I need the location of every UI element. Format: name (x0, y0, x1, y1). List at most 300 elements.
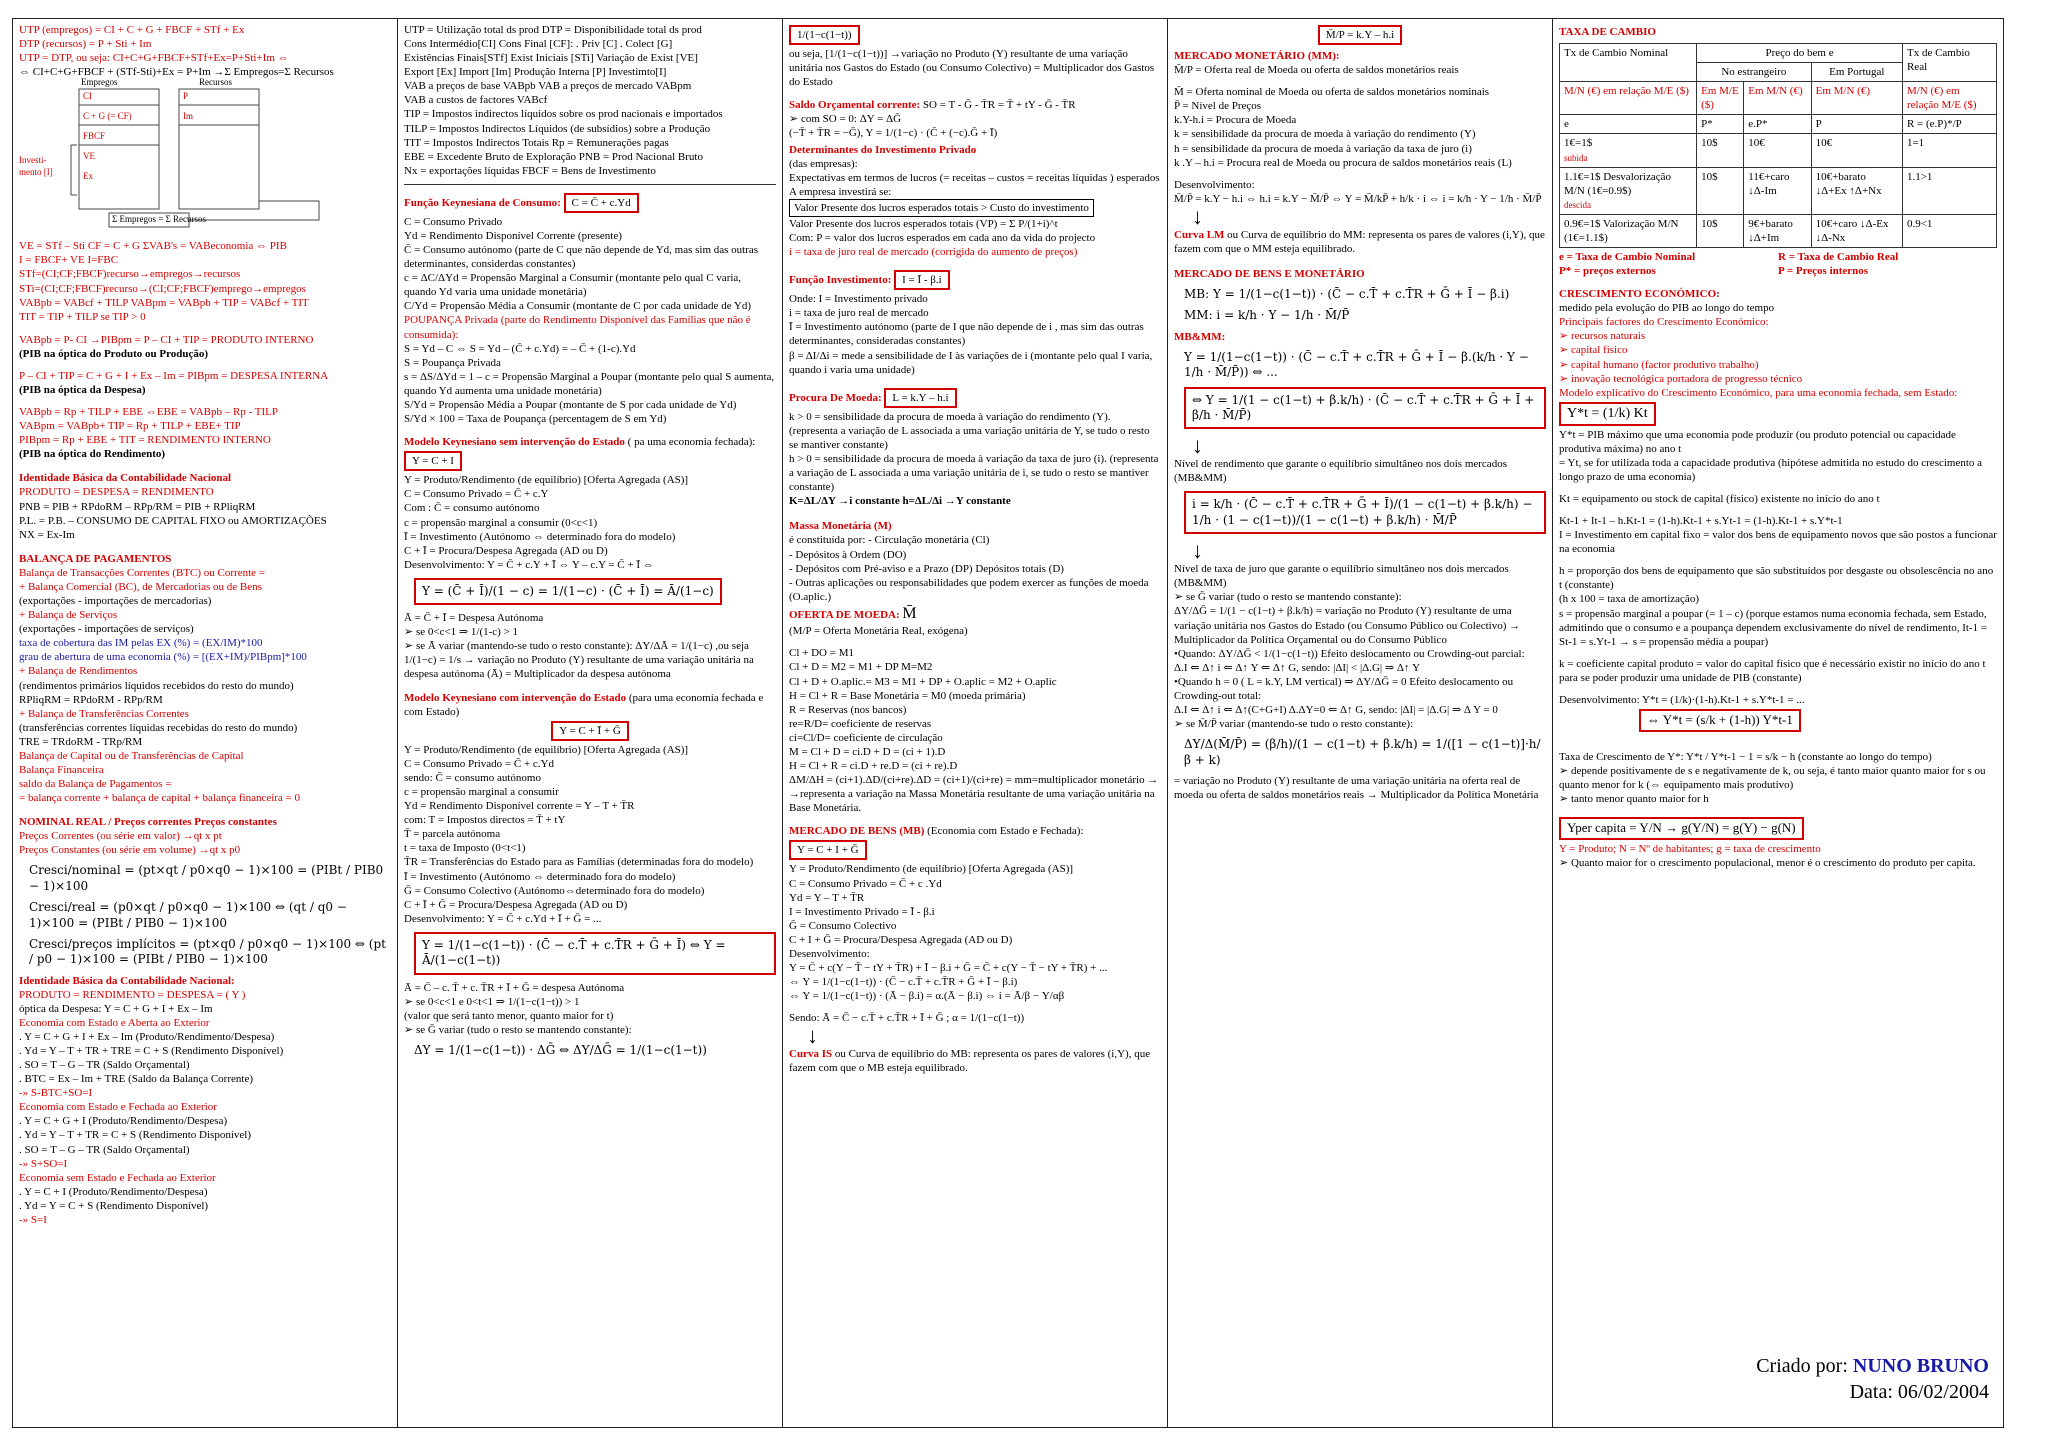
text-line: RPliqRM = RPdoRM - RPp/RM (19, 693, 163, 706)
text-line: (das empresas): (789, 157, 858, 170)
growth-title: CRESCIMENTO ECONÓMICO: (1559, 288, 1720, 301)
table-cell: 10€+caro ↓Δ-Ex ↓Δ-Nx (1811, 214, 1902, 247)
text-line: Kt = equipamento ou stock de capital (físico) existente no início do ano t (1559, 493, 1880, 506)
money-market-equilibrium-box: M̄/P = k.Y – h.i (1318, 25, 1402, 45)
text-line: Nível de taxa de juro que garante o equilíbrio simultâneo nos dois mercados (MB&MM) (1174, 563, 1509, 590)
text-line (1559, 506, 1997, 514)
text-line: NOMINAL REAL / Preços correntes Preços constantes (19, 816, 277, 829)
text-line: Cl + D + O.aplic.= M3 = M1 + DP + O.aplic = M2 + O.aplic (789, 675, 1057, 688)
text-line: UTP (empregos) = CI + C + G + FBCF + STf + Ex (19, 24, 245, 36)
text-line: Valor Presente dos lucros esperados totais (VP) = Σ P/(1+i)^t (789, 217, 1058, 230)
diagram-right-header: Recursos (199, 77, 232, 88)
text-line: ⇔ Y = 1/(1−c(1−t)) · (C̄ − c.T̄ + c.T̄R + Ḡ + Ī − β.i) (789, 976, 1018, 989)
text-line: Com : C̄ = consumo autónomo (404, 502, 540, 515)
text-line: = Yt, se for utilizada toda a capacidade produtiva (hipótese admitida no estudo do crescimento a longo prazo de uma economia) (1559, 456, 1983, 483)
mbmm-equation-2: ⇔ Y = 1/(1 − c(1−t) + β.k/h) · (C̄ − c.T̄ + c.T̄R + Ḡ + Ī + β/h · M̄/P̄) (1184, 387, 1546, 430)
table-cell: e.P* (1744, 115, 1811, 134)
col2-glossary (404, 23, 776, 178)
text-line: M̄ = Oferta nominal de Moeda ou oferta de saldos monetários nominais (1174, 86, 1490, 99)
text-line: EBE = Excedente Bruto de Exploração PNB = Prod Nacional Bruto (404, 150, 703, 163)
exchange-legend (1559, 250, 1997, 278)
table-cell: 10$ (1697, 167, 1744, 214)
text-line: (transferências correntes líquidas recebidas do resto do mundo) (19, 721, 298, 734)
text-line: Existências Finais[STf] Exist Iniciais [STi] Variação de Exist [VE] (404, 52, 698, 65)
text-line: UTP = Utilização total ds prod DTP = Disponibilidade total ds prod (404, 24, 702, 36)
text-line: taxa de cobertura das IM pelas EX (%) = (EX/IM)*100 (19, 637, 263, 650)
text-line: VABpb = Rp + TILP + EBE ⇔EBE = VABpb – Rp - TILP (19, 406, 278, 419)
text-line: Ā = C̄ + Ī = Despesa Autónoma (404, 612, 544, 625)
model-state-subtitle: (para uma economia fechada e com Estado) (404, 691, 764, 718)
lm-curve-text: ou Curva de equilíbrio do MM: representa os pares de valores (i,Y), que fazem com que o MM esteja equilibrado. (1174, 228, 1545, 255)
text-line: Desenvolvimento: Y*t = (1/k)·(1-h).Kt-1 + s.Y*t-1 = ... (1559, 693, 1805, 706)
money-demand-line (789, 386, 1161, 410)
mbmm-title: MB&MM: (1174, 330, 1226, 343)
text-line: Desenvolvimento: (789, 947, 870, 960)
goods-market-box: Y = C + I + Ḡ (789, 840, 867, 860)
text-line: Taxa de Crescimento de Y*: Y*t / Y*t-1 − 1 = s/k − h (constante ao longo do tempo) (1559, 750, 1932, 763)
text-line: ci=Cl/D= coeficiente de circulação (789, 731, 943, 744)
text-line: Δ.I ⇐ Δ↑ i ⇐ Δ↑ Y ⇐ Δ↑ G, sendo: |ΔI| < |Δ.G| ⇒ Δ↑ Y (1174, 661, 1421, 674)
text-line: Expectativas em termos de lucros (= receitas – custos = receitas líquidas ) esperados (789, 171, 1160, 184)
text-line: Ḡ = Consumo Colectivo (Autónomo⇔determinado fora do modelo) (404, 884, 705, 897)
text-line: ⇔ CI+C+G+FBCF + (STf-Sti)+Ex = P+Im →Σ Empregos=Σ Recursos (19, 66, 334, 79)
table-cell: 10$ (1697, 214, 1744, 247)
text-line: TIP = Impostos indirectos líquidos sobre os prod nacionais e importados (404, 108, 723, 121)
text-line: Identidade Básica da Contabilidade Nacional: (19, 974, 235, 987)
text-line: . BTC = Ex – Im + TRE (Saldo da Balança Corrente) (19, 1073, 253, 1086)
text-line: S/Yd × 100 = Taxa de Poupança (percentagem de S em Yd) (404, 413, 667, 426)
text-line: VABpb = VABcf + TILP VABpm = VABpb + TIP = VABcf + TIT (19, 296, 309, 309)
diagram-left-row: FBCF (83, 131, 106, 142)
col4-income-level (1174, 457, 1546, 485)
text-line: óptica da Despesa: Y = C + G + I + Ex – Im (19, 1002, 213, 1015)
text-line: 1/(1−c) = 1/s → variação no Produto (Y) resultante de uma variação unitária na despesa autónoma (Ā) = Multiplicador da despesa autónoma (404, 654, 754, 681)
text-line (1559, 649, 1997, 657)
text-line: T̄ = parcela autónoma (404, 828, 501, 841)
text-line: Export [Ex] Import [Im] Produção Interna [P] Investimto[I] (404, 66, 667, 79)
text-line: = balança corrente + balança de capital + balança financeira = 0 (19, 792, 301, 805)
text-line: UTP = DTP, ou seja: CI+C+G+FBCF+STf+Ex=P+Sti+Im ⇔ (19, 52, 289, 65)
table-header-cell: Tx de Cambio Nominal (1560, 44, 1697, 82)
utp-dtp-diagram (19, 77, 391, 233)
col5-per-capita (1559, 842, 1997, 870)
col3-goods-market (789, 862, 1161, 1025)
text-line: Economia sem Estado e Fechada ao Exterior (19, 1171, 216, 1184)
table-header-cell: No estrangeiro (1697, 63, 1812, 82)
exchange-rate-title: TAXA DE CAMBIO (1559, 26, 1656, 38)
text-line: A empresa investirá se: (789, 185, 892, 198)
text-line: Nível de rendimento que garante o equilíbrio simultâneo nos dois mercados (MB&MM) (1174, 458, 1507, 485)
text-line: s = ΔS/ΔYd = 1 – c = Propensão Marginal a Poupar (montante pelo qual S aumenta, quando Yd aumenta uma unidade monetária) (404, 370, 775, 397)
down-arrow-icon: ↓ (1192, 538, 1203, 564)
column-1 (13, 19, 398, 1427)
col3-money-demand (789, 410, 1161, 509)
text-line: ➢ se Ḡ variar (tudo o resto se mantendo constante): (404, 1023, 632, 1036)
col4-crowding (1174, 562, 1546, 731)
text-line: S/Yd = Propensão Média a Poupar (montante de S por cada unidade de Yd) (404, 398, 737, 411)
text-line: Yd = Y – T + T̄R (789, 891, 865, 904)
author-name: NUNO BRUNO (1852, 1355, 1989, 1377)
text-line: . SO = T – G – TR (Saldo Orçamental) (19, 1059, 190, 1072)
text-line: H = Cl + R = Base Monetária = M0 (moeda primária) (789, 689, 1026, 702)
text-line: Economia com Estado e Fechada ao Exterior (19, 1101, 217, 1114)
col3-intro (789, 47, 1161, 89)
text-line: = variação no Produto (Y) resultante de uma variação unitária na oferta real de moeda ou oferta de saldos monetários reais → Multiplicador da Política Monetária (1174, 774, 1539, 801)
text-line: Desenvolvimento: (1174, 178, 1255, 191)
table-cell: M/N (€) em relação M/E ($) (1902, 82, 1996, 115)
text-line: ΔY/ΔḠ = 1/(1 − c(1−t) + β.k/h) = variação no Produto (Y) resultante de uma variação unitária nos Gastos do Estado (ou Consumo Público ou Colectivo) → Multiplicador da Política Orçamental ou do Consumo Público (1174, 605, 1521, 646)
text-line: saldo da Balança de Pagamentos = (19, 778, 172, 791)
legend-item: P = Preços internos (1778, 265, 1869, 278)
text-line: Ī = Investimento autónomo (parte de I que não depende de i , mas sim das outras determinantes, consideradas constantes) (789, 321, 1144, 348)
text-line: Cons Intermédio[CI] Cons Final [CF]: . Priv [C] . Colect [G] (404, 38, 673, 51)
budget-balance-equation: SO = T - Ḡ - T̄R = T̄ + tY - Ḡ - T̄R (922, 99, 1076, 112)
investment-function-line (789, 268, 1161, 292)
text-line (1174, 77, 1546, 85)
text-line: TIT = Impostos Indirectos Totais Rp = Remunerações pagas (404, 136, 669, 149)
text-line: TRE = TRdoRM - TRp/RM (19, 735, 143, 748)
col1-intro (19, 23, 391, 79)
diagram-bottom-label: Σ Empregos = Σ Recursos (112, 214, 207, 225)
text-line: - Depósitos com Pré-aviso e a Prazo (DP) Depósitos totais (D) (789, 562, 1064, 575)
text-line: Onde: I = Investimento privado (789, 293, 928, 306)
text-line: ou seja, [1/(1−c(1−t))] →variação no Produto (Y) resultante de uma variação unitária nos Gastos do Estado (ou Consumo Colectivo) = Multiplicador dos Gastos do Estado (789, 48, 1155, 89)
is-curve-title: Curva IS (789, 1048, 833, 1061)
text-line: I = Investimento Privado = Ī - β.i (789, 905, 935, 918)
text-line: NX = Ex-Im (19, 528, 75, 541)
text-line: -» S+SO=I (19, 1157, 68, 1170)
text-line: k = sensibilidade da procura de moeda à variação do rendimento (Y) (1174, 128, 1476, 141)
diagram-left-header: Empregos (81, 77, 118, 88)
text-line: P – CI + TIP = C + G + I + Ex – Im = PIBpm = DESPESA INTERNA (19, 369, 329, 382)
text-line: Yd = Rendimento Disponível corrente = Y – T + T̄R (404, 800, 635, 813)
text-line: t = taxa de Imposto (0<t<1) (404, 842, 526, 855)
text-line: Δ.I ⇐ Δ↑ i ⇐ Δ↑(C+G+I) Δ.ΔY=0 ⇐ Δ↑ G, sendo: |ΔI| = |Δ.G| ⇒ Δ Y = 0 (1174, 703, 1498, 716)
table-cell: 9€+barato ↓Δ+Im (1744, 214, 1811, 247)
text-line: C = Consumo Privado (404, 215, 503, 228)
text-line: (PIB na óptica do Rendimento) (19, 448, 166, 461)
text-line: ➢ tanto menor quanto maior for h (1559, 792, 1709, 805)
table-cell: 1.1>1 (1902, 167, 1996, 214)
text-line: c = propensão marginal a consumir (404, 786, 559, 799)
col4-monetary (1174, 774, 1546, 802)
credit-label: Criado por: (1756, 1355, 1853, 1377)
text-line: (rendimentos primários líquidos recebidos do resto do mundo) (19, 679, 294, 692)
col3-investment (789, 292, 1161, 376)
legend-item: P* = preços externos (1559, 265, 1656, 278)
diagram-right-row: P (183, 91, 189, 102)
investment-determinants-title: Determinantes do Investimento Privado (789, 143, 977, 156)
text-line: BALANÇA DE PAGAMENTOS (19, 552, 172, 565)
model-no-state-title: Modelo Keynesiano sem intervenção do Estado (404, 436, 625, 449)
text-line: K=ΔL/ΔY →i constante h=ΔL/Δi →Y constante (789, 495, 1011, 508)
text-line: é constituída por: - Circulação monetária (Cl) (789, 534, 990, 547)
table-cell: 10€ (1744, 134, 1811, 167)
col3-pv (789, 217, 1161, 259)
text-line: (valor que será tanto menor, quanto maior for t) (404, 1009, 614, 1022)
table-cell: e (1560, 115, 1697, 134)
model-no-state-equation: Y = (C̄ + Ī)/(1 − c) = 1/(1−c) · (C̄ + Ī) = Ā/(1−c) (414, 578, 722, 605)
growth-prices-formula: Cresci/preços implícitos = (pt×q0 / p0×q0 − 1)×100 ⇔ (pt / p0 − 1)×100 = (PIBt / PIB0 − 1)×100 (29, 936, 386, 967)
text-line: C + I + Ḡ = Procura/Despesa Agregada (AD ou D) (789, 933, 1013, 946)
text-line: Ḡ = Consumo Colectivo (789, 919, 897, 932)
text-line: Preços Correntes (ou série em valor) →qt x pt (19, 830, 222, 843)
text-line (19, 461, 391, 469)
table-cell: 0.9<1 (1902, 214, 1996, 247)
model-no-state-subtitle: ( pa uma economia fechada): (627, 436, 756, 449)
text-line: (−T̄ + T̄R = −Ḡ), Y = 1/(1−c) · (C̄ + (−c).Ḡ + Ī) (789, 127, 998, 140)
col3-budget (789, 112, 1161, 140)
text-line: ➢ inovação tecnológica portadora de progresso técnico (1559, 372, 1803, 385)
text-line: + Balança de Rendimentos (19, 665, 138, 678)
text-line: ➢ capital físico (1559, 344, 1628, 357)
text-line: Ā = C̄ – c. T̄ + c. T̄R + Ī + Ḡ = despesa Autónoma (404, 981, 625, 994)
table-cell: 10$ (1697, 134, 1744, 167)
text-line: k = coeficiente capital produto = valor do capital físico que é necessário existir no início do ano t para se poder produzir uma unidade de PIB (constante) (1559, 657, 1986, 684)
text-line: C + Ī = Procura/Despesa Agregada (AD ou D) (404, 544, 608, 557)
text-line: ➢ se Ḡ variar (tudo o resto se mantendo constante): (1174, 591, 1402, 604)
text-line: P.L. = P.B. – CONSUMO DE CAPITAL FIXO ou AMORTIZAÇÕES (19, 514, 327, 527)
text-line: + Balança de Serviços (19, 609, 118, 622)
text-line: k .Y – h.i = Procura real de Moeda ou procura de saldos monetários reais (L) (1174, 156, 1512, 169)
text-line: Desenvolvimento: Y = C̄ + c.Yd + Ī + Ḡ = ... (404, 912, 602, 925)
text-line: . Y = C + I (Produto/Rendimento/Despesa) (19, 1185, 208, 1198)
col3-determinants (789, 157, 1161, 199)
text-line (19, 397, 391, 405)
keynes-consumption-box: C = C̄ + c.Yd (564, 193, 639, 213)
y-equals-c-plus-i-box: Y = C + I (404, 451, 462, 471)
budget-balance-title: Saldo Orçamental corrente: (789, 99, 921, 112)
text-line: c = ΔC/ΔYd = Propensão Marginal a Consumir (montante pelo qual C varia, quando Yd varia uma unidade monetária) (404, 272, 742, 299)
text-line: ➢ se M̄/P̄ variar (mantendo-se tudo o resto constante): (1174, 718, 1414, 731)
diagram-left-row: C + G (= CF) (83, 111, 132, 122)
text-line: Ī = Investimento (Autónomo ⇔ determinado fora do modelo) (404, 530, 676, 543)
text-line: Y*t = PIB máximo que uma economia pode produzir (ou produto potencial ou capacidade produtiva máxima) no ano t (1559, 428, 1956, 455)
text-line (1559, 484, 1997, 492)
growth-nominal-formula: Cresci/nominal = (pt×qt / p0×q0 − 1)×100 = (PIBt / PIB0 − 1)×100 (29, 863, 384, 893)
row-note: descida (1564, 199, 1591, 210)
money-offer-line (789, 604, 1161, 624)
text-line: k > 0 = sensibilidade da procura de moeda à variação do rendimento (Y). (representa a variação de L associada a uma variação unitária de Y, se tudo o resto se mantiver constante) (789, 410, 1150, 451)
text-line: com: T = Impostos directos = T̄ + tY (404, 814, 566, 827)
text-line: P̄ = Nível de Preços (1174, 100, 1262, 113)
text-line: ➢ Quanto maior for o crescimento populacional, menor é o crescimento do produto per capita. (1559, 856, 1976, 869)
table-header-cell: Preço do bem e (1697, 44, 1903, 63)
potential-output-box: Y*t = (1/k) Kt (1559, 402, 1656, 426)
text-line: ⇔ Y = 1/(1−c(1−t)) · (Ā − β.i) = α.(Ā − β.i) ⇔ i = Ā/β − Y/αβ (789, 990, 1065, 1003)
table-cell: Em M/N (€) (1811, 82, 1902, 115)
text-line: Yd = Rendimento Disponível Corrente (presente) (404, 230, 622, 243)
text-line: -» S=I (19, 1213, 47, 1226)
text-line: STi=(CI;CF;FBCF)recurso→(CI;CF;FBCF)emprego→empregos (19, 282, 306, 295)
text-line: (exportações - importações de mercadorias) (19, 595, 212, 608)
text-line: I = Investimento em capital fixo = valor dos bens de equipamento novos que são postos a funcionar na economia (1559, 529, 1997, 556)
text-line: ➢ capital humano (factor produtivo trabalho) (1559, 358, 1759, 371)
col2-model-no-state (404, 473, 776, 572)
text-line (1174, 170, 1546, 178)
money-demand-box: L = k.Y – h.i (884, 388, 956, 408)
down-arrow-icon: ↓ (1192, 203, 1203, 229)
legend-item: R = Taxa de Cambio Real (1778, 251, 1899, 264)
mm-equation: MM: i = k/h · Y − 1/h · M̄/P̄ (1184, 308, 1350, 323)
text-line: (PIB na óptica da Despesa) (19, 384, 146, 397)
text-line: Y = Produto/Rendimento (de equilíbrio) [Oferta Agregada (AS)] (404, 743, 689, 756)
text-line: i = taxa de juro real de mercado (corrigida do aumento de preços) (789, 246, 1078, 259)
text-line: •Quando: ΔY/ΔḠ < 1/(1−c(1−t)) Efeito deslocamento ou Crowding-out parcial: (1174, 647, 1525, 660)
multiplier-box: 1/(1−c(1−t)) (789, 25, 860, 45)
table-cell: M/N (€) em relação M/E ($) (1560, 82, 1697, 115)
money-demand-title: Procura De Moeda: (789, 391, 882, 404)
col5-growth (1559, 301, 1997, 400)
down-arrow-icon: ↓ (807, 1023, 818, 1049)
table-row (1560, 167, 1997, 214)
col1-identity (19, 974, 391, 1227)
text-line: TIT = TIP + TILP se TIP > 0 (19, 310, 146, 323)
text-line: C̄ = Consumo autónomo (parte de C que não depende de Yd, mas sim das outras determinantes, considerdas constantes) (404, 244, 759, 271)
text-line: k.Y-h.i = Procura de Moeda (1174, 114, 1297, 127)
lm-curve-line (1174, 228, 1546, 256)
diagram-side-label: Investi-mento [I] (19, 155, 53, 177)
table-cell (1560, 167, 1697, 214)
col1-vab (19, 239, 391, 323)
text-line: (M/P = Oferta Monetária Real, exógena) (789, 625, 968, 638)
text-line: I = FBCF+ VE I=FBC (19, 254, 119, 267)
investment-function-box: I = Ī - β.i (894, 270, 950, 290)
text-line: Preços Constantes (ou série em volume) →qt x p0 (19, 844, 241, 857)
legend-item: e = Taxa de Cambio Nominal (1559, 251, 1696, 264)
text-line: Y = Produto; N = Nº de habitantes; g = taxa de crescimento (1559, 842, 1821, 855)
text-line: c = propensão marginal a consumir (0<c<1) (404, 516, 598, 529)
monetary-multiplier-equation: ΔY/Δ(M̄/P̄) = (β/h)/(1 − c(1−t) + β.k/h) = 1/([1 − c(1−t)]·h/β + k) (1184, 737, 1541, 767)
growth-real-formula: Cresci/real = (p0×qt / p0×q0 − 1)×100 ⇔ (qt / q0 − 1)×100 = (PIBt / PIB0 − 1)×100 (29, 900, 347, 930)
model-state-heading (404, 691, 776, 719)
table-row (1560, 214, 1997, 247)
text-line: . Y = C + G + I + Ex – Im (Produto/Rendimento/Despesa) (19, 1030, 275, 1043)
text-line: TILP = Impostos Indirectos Líquidos (de subsídios) sobre a Produção (404, 122, 711, 135)
diagram-left-row: CI (83, 91, 92, 102)
text-line: ➢ se 0<c<1 e 0<t<1 ⇒ 1/(1−c(1−t)) > 1 (404, 995, 580, 1008)
mbmm-equation-1: Y = 1/(1−c(1−t)) · (C̄ − c.T̄ + c.T̄R + Ḡ + Ī − β.(k/h · Y − 1/h · M̄/P̄)) ⇔ ... (1184, 349, 1529, 380)
row-note: subida (1564, 152, 1588, 163)
text-line: - Depósitos à Ordem (DO) (789, 548, 907, 561)
text-line: VAB a preços de base VABpb VAB a preços de mercado VABpm (404, 80, 692, 93)
table-cell: 0.9€=1$ Valorização M/N (1€=1.1$) (1560, 214, 1697, 247)
text-line: . Y = C + G + I (Produto/Rendimento/Despesa) (19, 1115, 228, 1128)
text-line: H = Cl + R = ci.D + re.D = (ci + re).D (789, 759, 958, 772)
text-line: DTP (recursos) = P + Sti + Im (19, 38, 152, 51)
credit-line (1756, 1353, 1989, 1379)
exchange-rate-table (1559, 43, 1997, 248)
text-line (19, 361, 391, 369)
model-state-title: Modelo Keynesiano com intervenção do Estado (404, 691, 627, 704)
col2-model-state (404, 743, 776, 926)
diagram-boxes (19, 83, 379, 233)
keynes-consumption-title: Função Keynesiana de Consumo: (404, 196, 561, 209)
text-line: Cl + DO = M1 (789, 647, 854, 660)
text-line: Sendo: Ā = C̄ − c.T̄ + c.T̄R + Ī + Ḡ ; α = 1/(1−c(1−t)) (789, 1012, 1025, 1025)
text-line: h = sensibilidade da procura de moeda à variação da taxa de juro (i) (1174, 142, 1472, 155)
text-line: Y = Produto/Rendimento (de equilíbrio) [Oferta Agregada (AS)] (789, 863, 1074, 876)
money-supply-mass-title: Massa Monetária (M) (789, 520, 892, 533)
table-row (1560, 134, 1997, 167)
is-curve-text: ou Curva de equilíbrio do MB: representa os pares de valores (i,Y), que fazem com que o MB esteja equilibrado. (789, 1048, 1151, 1075)
text-line: Desenvolvimento: Y = C̄ + c.Y + Ī ⇔ Y – c.Y = C̄ + Ī ⇔ (404, 558, 654, 571)
text-line: Balança Financeira (19, 763, 104, 776)
text-line: . Yd = Y = C + S (Rendimento Disponível) (19, 1199, 209, 1212)
text-line: ➢ recursos naturais (1559, 330, 1646, 343)
text-line: . SO = T – G – TR (Saldo Orçamental) (19, 1143, 190, 1156)
column-4 (1168, 19, 1553, 1427)
table-cell: 10€+barato ↓Δ+Ex ↑Δ+Nx (1811, 167, 1902, 214)
text-line: VE = STf – Sti CF = C + G ΣVAB's = VABeconomia ⇔ PIB (19, 240, 287, 253)
text-line: PIBpm = Rp + EBE + TIT = RENDIMENTO INTERNO (19, 434, 271, 447)
table-header-cell: Em Portugal (1811, 63, 1902, 82)
growth-heading (1559, 287, 1997, 301)
text-line: Cl + D = M2 = M1 + DP M=M2 (789, 661, 933, 674)
text-line: ➢ se 0<c<1 ⇒ 1/(1-c) > 1 (404, 626, 519, 639)
col4-money-market (1174, 63, 1546, 206)
credit-date: Data: 06/02/2004 (1849, 1381, 1989, 1403)
interest-rate-equation: i = k/h · (C̄ − c.T̄ + c.T̄R + Ḡ + Ī)/(1 − c(1−t) + β.k/h) − 1/h · (1 − c(1−t))/(1 − c(1−t) + β.k/h) · M̄/P̄ (1184, 491, 1546, 534)
text-line: Principais factores do Crescimento Económico: (1559, 316, 1769, 329)
text-line: Balança de Transacções Correntes (BTC) ou Corrente = (19, 566, 265, 579)
text-line: VABpm = VABpb+ TIP = Rp + TILP + EBE+ TIP (19, 420, 241, 433)
text-line: C + Ī + Ḡ = Procura/Despesa Agregada (AD ou D) (404, 898, 628, 911)
text-line: ➢ depende positivamente de s e negativamente de k, ou seja, é tanto maior quanto maior for s ou quanto menor for k (⇔ equipamento mais produtivo) (1559, 764, 1986, 791)
credit-block (1756, 1353, 1989, 1405)
growth-development-box: ⇔ Y*t = (s/k + (1-h)) Y*t-1 (1639, 709, 1801, 732)
text-line: Balança de Capital ou de Transferências de Capital (19, 749, 244, 762)
money-market-title: MERCADO MONETÁRIO (MM): (1174, 50, 1340, 63)
text-line: C = Consumo Privado = C̄ + c.Y (404, 488, 549, 501)
text-line: β = ΔI/Δi = mede a sensibilidade de I às variações de i (montante pelo qual I varia, quando i varia uma unidade) (789, 349, 1153, 376)
text-line: Ī = Investimento (Autónomo ⇔ determinado fora do modelo) (404, 870, 676, 883)
is-curve-line (789, 1047, 1161, 1075)
col5-potential (1559, 428, 1997, 707)
text-line: ➢ com SO = 0: ΔY = ΔḠ (789, 113, 902, 126)
text-line: M̄/P̄ = k.Y − h.i ⇔ h.i = k.Y − M̄/P̄ ⇔ Y = M̄/kP̄ + h/k · i ⇔ i = k/h · Y − 1/h · M̄/P̄ (1174, 192, 1542, 205)
text-line: re=R/D= coeficiente de reservas (789, 717, 932, 730)
text-line: h > 0 = sensibilidade da procura de moeda à variação da taxa de juro (i). (representa a variação de L associada a uma variação unitária de i, se tudo o resto se mantiver constante) (789, 453, 1159, 494)
diagram-left-row: Ex (83, 171, 93, 182)
col5-growth-rate (1559, 750, 1997, 806)
text-line (789, 1003, 1161, 1011)
text-line: (h x 100 = taxa de amortização) (1559, 593, 1699, 606)
table-cell: 1=1 (1902, 134, 1996, 167)
table-cell: 11€+caro ↓Δ-Im (1744, 167, 1811, 214)
table-cell: R = (e.P)*/P (1902, 115, 1996, 134)
text-line: (PIB na óptica do Produto ou Produção) (19, 347, 209, 360)
text-line: VABpb = P- CI →PIBpm = P – CI + TIP = PRODUTO INTERNO (19, 333, 314, 346)
text-line: VAB a custos de factores VABcf (404, 94, 548, 107)
goods-market-title: MERCADO DE BENS (MB) (789, 825, 925, 838)
text-line: ➢ se Ā variar (mantendo-se tudo o resto constante): ΔY/ΔĀ = 1/(1−c) ,ou seja (404, 640, 749, 653)
text-line: →representa a variação na Massa Monetária resultante de uma variação unitária na Base Monetária. (789, 788, 1155, 815)
text-line: •Quando h = 0 ( L = k.Y, LM vertical) ⇒ ΔY/ΔḠ = 0 Efeito deslocamento ou Crowding-out total: (1174, 675, 1514, 702)
col2-multiplier (404, 611, 776, 681)
text-line: STf=(CI;CF;FBCF)recurso→empregos→recursos (19, 268, 241, 281)
column-2 (398, 19, 783, 1427)
cell-value: 1.1€=1$ Desvalorização M/N (1€=0.9$) (1564, 170, 1671, 197)
per-capita-box: Yper capita = Y/N → g(Y/N) = g(Y) − g(N) (1559, 817, 1804, 840)
investment-function-title: Função Investimento: (789, 274, 892, 287)
col3-money-mass (789, 533, 1161, 603)
diagram-left-row: VE (83, 151, 95, 162)
text-line: PRODUTO = DESPESA = RENDIMENTO (19, 486, 214, 499)
text-line: PNB = PIB + RPdoRM – RPp/RM = PIB + RPliqRM (19, 500, 256, 513)
text-line (1559, 685, 1997, 693)
lm-curve-title: Curva LM (1174, 228, 1225, 241)
